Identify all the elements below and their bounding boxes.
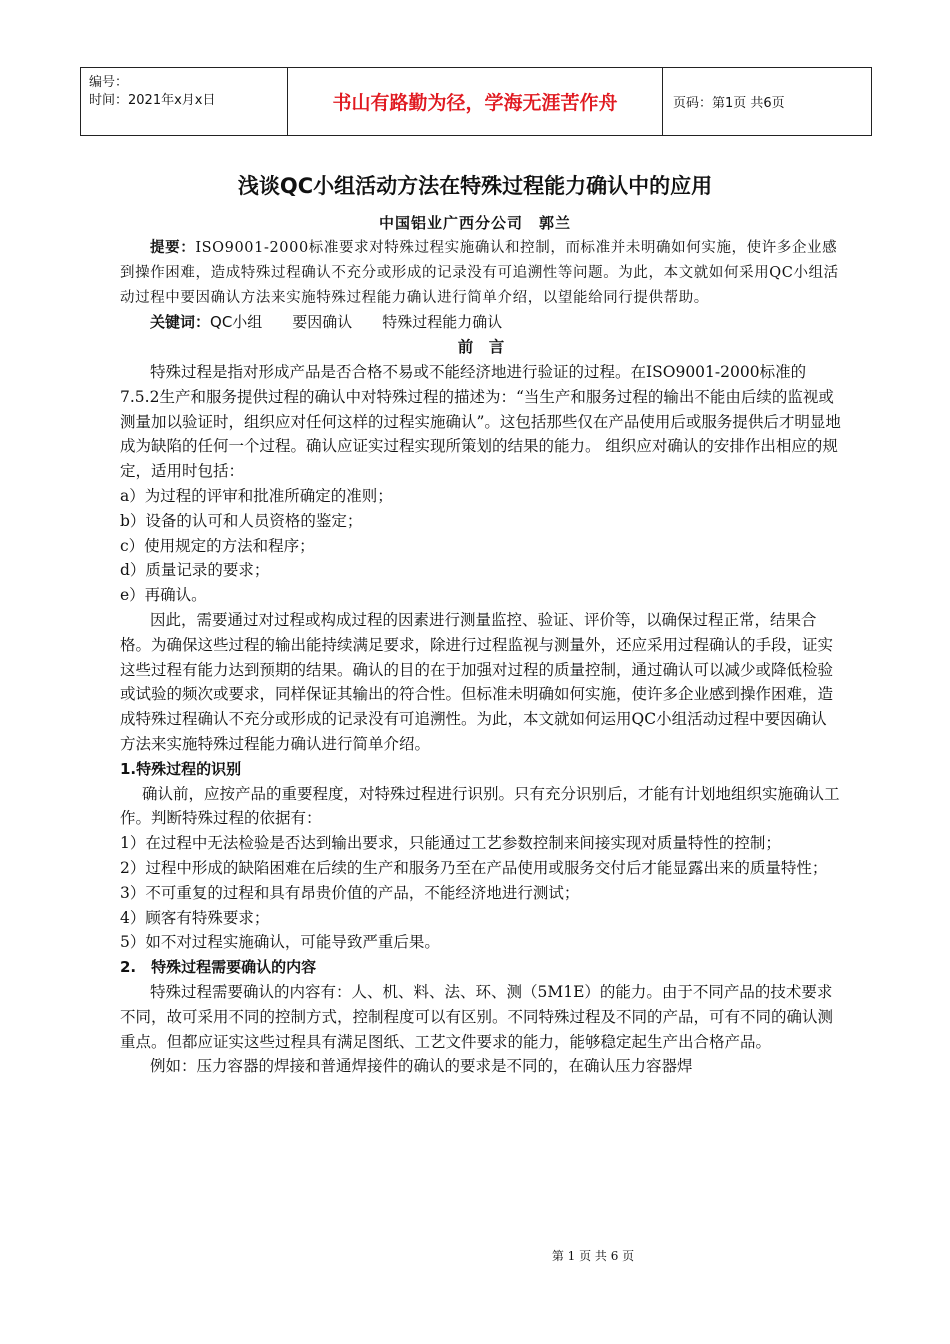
section1-item: 4）顾客有特殊要求； — [120, 908, 270, 927]
header-page-info: 页码：第1页 共6页 — [663, 68, 872, 136]
section2-example: 例如：压力容器的焊接和普通焊接件的确认的要求是不同的，在确认压力容器焊 — [150, 1057, 693, 1076]
section1-paragraph: 确认前，应按产品的重要程度，对特殊过程进行识别。只有充分识别后，才能有计划地组织实施确认工作。判断特殊过程的依据有： — [120, 784, 840, 828]
document-body — [120, 236, 842, 1079]
header-meta-cell — [81, 68, 288, 136]
intro-item: c）使用规定的方法和程序； — [120, 536, 315, 555]
time-label: 时间：2021年x月x日 — [89, 93, 216, 108]
keywords-text: QC小组 要因确认 特殊过程能力确认 — [210, 313, 503, 332]
header-motto: 书山有路勤为径，学海无涯苦作舟 — [288, 68, 663, 136]
section1-item: 2）过程中形成的缺陷困难在后续的生产和服务乃至在产品使用或服务交付后才能显露出来的质量特性； — [120, 858, 828, 877]
preface-heading: 前 言 — [457, 338, 505, 357]
keywords-label: 关键词： — [150, 313, 211, 332]
therefore-paragraph: 因此，需要通过对过程或构成过程的因素进行测量监控、验证、评价等，以确保过程正常，结果合格。为确保这些过程的输出能持续满足要求，除进行过程监视与测量外，还应采用过程确认的手段，证实这些过程有能力达到预期的结果。确认的目的在于加强对过程的质量控制，通过确认可以减少或降低检验或试验的频次或要求，同样保证其输出的符合性。但标准未明确如何实施，使许多企业感到操作困难，造成特殊过程确认不充分或形成的记录没有可追溯性。为此，本文就如何运用QC小组活动过程中要因确认方法来实施特殊过程能力确认进行简单介绍。 — [120, 610, 834, 753]
section1-heading: 1.特殊过程的识别 — [120, 759, 242, 778]
abstract — [120, 236, 842, 310]
intro-item: b）设备的认可和人员资格的鉴定； — [120, 511, 363, 530]
keywords — [120, 310, 842, 335]
document-title: 浅谈QC小组活动方法在特殊过程能力确认中的应用 — [237, 174, 713, 198]
document-author: 中国铝业广西分公司 郭兰 — [378, 214, 571, 232]
abstract-label: 提要： — [150, 240, 196, 256]
number-label: 编号： — [89, 75, 129, 90]
section1-item: 1）在过程中无法检验是否达到输出要求，只能通过工艺参数控制来间接实现对质量特性的控制； — [120, 834, 781, 853]
section2-heading: 2. 特殊过程需要确认的内容 — [120, 958, 317, 977]
intro-paragraph: 特殊过程是指对形成产品是否合格不易或不能经济地进行验证的过程。在ISO9001-2000标准的7.5.2生产和服务提供过程的确认中对特殊过程的描述为：“当生产和服务过程的输出不能由后续的监视或测量加以验证时，组织应对任何这样的过程实施确认”。这包括那些仅在产品使用后或服务提供后才明显地成为缺陷的任何一个过程。确认应证实过程实现所策划的结果的能力。 组织应对确认的安排作出相应的规定，适用时包括： — [120, 362, 841, 481]
header-table — [80, 67, 872, 136]
intro-item: d）质量记录的要求； — [120, 561, 270, 580]
section1-item: 3）不可重复的过程和具有昂贵价值的产品，不能经济地进行测试； — [120, 883, 580, 902]
intro-item: e）再确认。 — [120, 586, 207, 605]
section1-item: 5）如不对过程实施确认，可能导致严重后果。 — [120, 933, 440, 952]
abstract-text: ISO9001-2000标准要求对特殊过程实施确认和控制，而标准并未明确如何实施，使许多企业感到操作困难，造成特殊过程确认不充分或形成的记录没有可追溯性等问题。为此，本文就如何采用QC小组活动过程中要因确认方法来实施特殊过程能力确认进行简单介绍，以望能给同行提供帮助。 — [120, 240, 839, 306]
section2-paragraph: 特殊过程需要确认的内容有：人、机、料、法、环、测（5M1E）的能力。由于不同产品的技术要求不同，故可采用不同的控制方式，控制程度可以有区别。不同特殊过程及不同的产品，可有不同的确认测重点。但都应证实这些过程具有满足图纸、工艺文件要求的能力，能够稳定起生产出合格产品。 — [120, 982, 834, 1051]
page-footer: 第 1 页 共 6 页 — [551, 1249, 635, 1263]
intro-item: a）为过程的评审和批准所确定的准则； — [120, 486, 393, 505]
